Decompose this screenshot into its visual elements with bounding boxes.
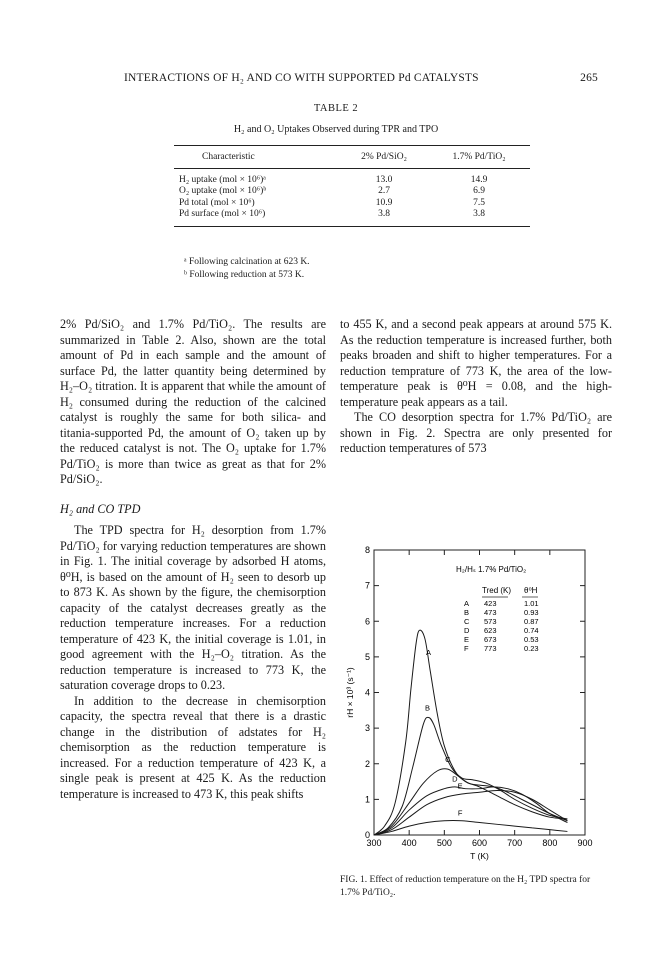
table-title: TABLE 2: [313, 103, 359, 114]
curve-label-D: D: [452, 774, 458, 784]
paragraph: to 455 K, and a second peak appears at around 575 K. As the reduction temperature is increased further, both peaks broaden and shift to higher temperatures. For a reduction temprature of 773 K, the area of the low-temperature peak is θ⁰H = 0.08, and the high-temperature peak appears as a tail.: [340, 317, 612, 409]
table-header-cell: 1.7% Pd/TiO₂: [452, 152, 506, 162]
uptake-table: [174, 145, 530, 227]
x-tick-label: 400: [401, 838, 417, 848]
y-tick-label: 7: [364, 580, 370, 591]
table-bottom-rule: [174, 226, 530, 227]
legend-theta-value: 0.93: [524, 608, 539, 617]
paragraph: The TPD spectra for H₂ desorption from 1.7% Pd/TiO₂ for varying reduction temperatures are shown in Fig. 1. The initial coverage by adsorbed H atoms, θ⁰H, is based on the amount of H₂ seen to desorb up to 873 K. As shown by the figure, the chemisorption capacity of the catalyst decreases greatly as the reduction temperature increases. For a reduction temperature of 423 K, the initial coverage is 1.01, in good agreement with the H₂–O₂ titration. As the reduction temperature is increased to 773 K, the saturation coverage drops to 0.23.: [60, 523, 326, 692]
table-row: [174, 186, 530, 198]
series-line-C: [374, 769, 567, 835]
table-cell: 7.5: [473, 197, 485, 208]
legend-curve-letter: D: [464, 626, 470, 635]
table-header-row: [174, 146, 530, 168]
curve-label-C: C: [445, 754, 451, 764]
legend-tred-value: 573: [484, 617, 497, 626]
curve-label-A: A: [426, 648, 432, 658]
running-title: INTERACTIONS OF H₂ AND CO WITH SUPPORTED Pd CATALYSTS: [124, 72, 479, 84]
legend-curve-letter: C: [464, 617, 470, 626]
x-tick-label: 600: [471, 838, 488, 848]
y-tick-label: 8: [364, 545, 370, 555]
table-row: [174, 174, 530, 186]
table-row: [174, 209, 530, 221]
chart-legend: [456, 565, 539, 653]
x-tick-label: 700: [507, 838, 523, 848]
table-cell: Pd total (mol × 10⁶): [179, 197, 255, 208]
legend-header-theta: θ⁰H: [524, 586, 538, 595]
table-cell: Pd surface (mol × 10⁶): [179, 209, 266, 220]
legend-curve-letter: F: [464, 644, 469, 653]
x-axis-label: T (K): [470, 851, 489, 861]
y-tick-label: 5: [364, 651, 370, 662]
x-tick-label: 300: [366, 838, 382, 848]
figure-1: [340, 540, 612, 875]
table-cell: 6.9: [473, 186, 485, 197]
x-tick-label: 800: [542, 838, 558, 848]
legend-title: H₂/Hₛ 1.7% Pd/TiO₂: [456, 565, 527, 574]
table-cell: 3.8: [378, 209, 390, 220]
legend-tred-value: 673: [484, 635, 497, 644]
page-number: 265: [580, 72, 598, 84]
curve-label-B: B: [424, 703, 430, 713]
y-tick-label: 6: [364, 616, 370, 627]
x-tick-label: 500: [436, 838, 452, 848]
footnote-b: ᵇ Following reduction at 573 K.: [184, 270, 305, 280]
figure-caption: FIG. 1. Effect of reduction temperature on the H₂ TPD spectra for 1.7% Pd/TiO₂.: [340, 875, 591, 898]
legend-theta-value: 0.87: [524, 617, 539, 626]
table-footnotes: [184, 256, 310, 282]
legend-tred-value: 423: [484, 599, 497, 608]
curve-label-E: E: [457, 781, 463, 791]
table-header-cell: Characteristic: [202, 152, 255, 162]
y-axis-label: rH × 10³ (s⁻¹): [345, 667, 355, 718]
y-tick-label: 0: [364, 830, 370, 840]
right-column: [340, 317, 612, 457]
legend-header-t: Tred (K): [482, 586, 512, 595]
table-cell: 13.0: [375, 174, 393, 185]
legend-theta-value: 0.53: [524, 635, 539, 644]
table-header-rule: [174, 168, 530, 169]
legend-theta-value: 1.01: [524, 599, 539, 608]
table-row: [174, 197, 530, 209]
legend-curve-letter: B: [464, 608, 470, 617]
chart-curves: [374, 630, 567, 835]
legend-theta-value: 0.74: [524, 626, 539, 635]
table-cell: 14.9: [470, 174, 488, 185]
legend-tred-value: 773: [484, 644, 497, 653]
legend-curve-letter: E: [464, 635, 470, 644]
table-cell: H₂ uptake (mol × 10⁶)ᵃ: [179, 174, 266, 185]
table-cell: O₂ uptake (mol × 10⁶)ᵇ: [179, 186, 267, 197]
legend-theta-value: 0.23: [524, 644, 539, 653]
y-tick-label: 4: [364, 687, 370, 698]
table-cell: 3.8: [473, 209, 485, 220]
y-tick-label: 3: [364, 723, 370, 734]
legend-curve-letter: A: [464, 599, 470, 608]
legend-tred-value: 473: [484, 608, 497, 617]
y-tick-label: 2: [364, 758, 370, 769]
y-tick-label: 1: [364, 794, 370, 805]
x-tick-label: 900: [577, 838, 593, 848]
table-cell: 2.7: [378, 186, 390, 197]
curve-label-F: F: [457, 808, 463, 818]
paragraph: In addition to the decrease in chemisorption capacity, the spectra reveal that there is a drastic change in the distribution of adstates for H₂ chemisorption as the reduction temperature is increased. For a reduction temperature of 423 K, a single peak is present at 425 K. As the reduction temperature is increased to 473 K, this peak shifts: [60, 693, 326, 801]
legend-tred-value: 623: [484, 626, 497, 635]
table-caption: H₂ and O₂ Uptakes Observed during TPR and TPO: [233, 124, 439, 135]
table-cell: 10.9: [375, 197, 393, 208]
table-header-cell: 2% Pd/SiO₂: [361, 152, 407, 162]
left-column: [60, 317, 326, 802]
section-subheading: H₂ and CO TPD: [60, 501, 141, 516]
footnote-a: ᵃ Following calcination at 623 K.: [184, 257, 310, 267]
series-line-F: [374, 821, 567, 835]
series-line-B: [374, 717, 567, 835]
tpd-chart: [340, 540, 612, 870]
paragraph: 2% Pd/SiO₂ and 1.7% Pd/TiO₂. The results are summarized in Table 2. Also, shown are the total amount of Pd in each sample and the amount of surface Pd, the latter quantity being determined by H₂–O₂ titration. It is apparent that while the amount of H₂ consumed during the reduction of the calcined catalyst is roughly the same for both silica- and titania-supported Pd, the amount of O₂ taken up by the reduced catalyst is not. The O₂ uptake for 1.7% Pd/TiO₂ is more than twice as great as that for 2% Pd/SiO₂.: [60, 317, 326, 486]
paragraph: The CO desorption spectra for 1.7% Pd/TiO₂ are shown in Fig. 2. Spectra are only presented for reduction temperatures of 573: [340, 410, 612, 455]
